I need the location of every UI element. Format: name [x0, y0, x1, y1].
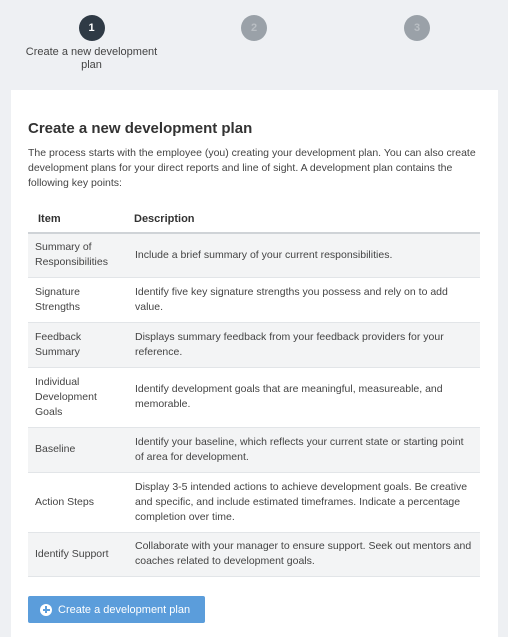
step-3	[404, 15, 430, 41]
step-1-circle: 1	[79, 15, 105, 41]
row-item: Feedback Summary	[28, 322, 128, 367]
create-development-plan-button[interactable]	[28, 596, 205, 623]
row-item: Individual Development Goals	[28, 367, 128, 427]
row-item: Summary of Responsibilities	[28, 233, 128, 277]
row-description: Identify your baseline, which reflects your current state or starting point of area for development.	[128, 427, 480, 472]
row-description: Collaborate with your manager to ensure support. Seek out mentors and coaches related to development goals.	[128, 532, 480, 576]
step-2	[241, 15, 267, 41]
row-item: Action Steps	[28, 472, 128, 532]
row-description: Display 3-5 intended actions to achieve development goals. Be creative and specific, and include estimated timeframes. Indicate a percentage completion over time.	[128, 472, 480, 532]
plus-circle-icon	[40, 604, 52, 616]
create-button-label: Create a development plan	[58, 603, 191, 616]
key-points-table	[28, 208, 480, 577]
step-1	[20, 15, 163, 72]
row-item: Identify Support	[28, 532, 128, 576]
row-description: Identify development goals that are meaningful, measureable, and memorable.	[128, 367, 480, 427]
content-card	[11, 90, 498, 637]
column-header-item: Item	[28, 208, 128, 233]
row-description: Identify five key signature strengths you possess and rely on to add value.	[128, 277, 480, 322]
table-row	[28, 322, 480, 367]
step-1-label: Create a new development plan	[25, 46, 158, 71]
progress-stepper	[0, 0, 508, 90]
column-header-description: Description	[128, 208, 480, 233]
row-item: Signature Strengths	[28, 277, 128, 322]
step-2-circle: 2	[241, 15, 267, 41]
intro-text: The process starts with the employee (you) creating your development plan. You can also create development plans for your direct reports and line of sight. A development plan contains the following key points:	[28, 147, 476, 189]
page-title: Create a new development plan	[28, 120, 253, 137]
table-row	[28, 277, 480, 322]
table-row	[28, 427, 480, 472]
table-row	[28, 472, 480, 532]
table-header-row	[28, 208, 480, 233]
row-item: Baseline	[28, 427, 128, 472]
table-row	[28, 233, 480, 277]
row-description: Displays summary feedback from your feedback providers for your reference.	[128, 322, 480, 367]
row-description: Include a brief summary of your current responsibilities.	[128, 233, 480, 277]
table-row	[28, 367, 480, 427]
step-3-circle: 3	[404, 15, 430, 41]
table-row	[28, 532, 480, 576]
